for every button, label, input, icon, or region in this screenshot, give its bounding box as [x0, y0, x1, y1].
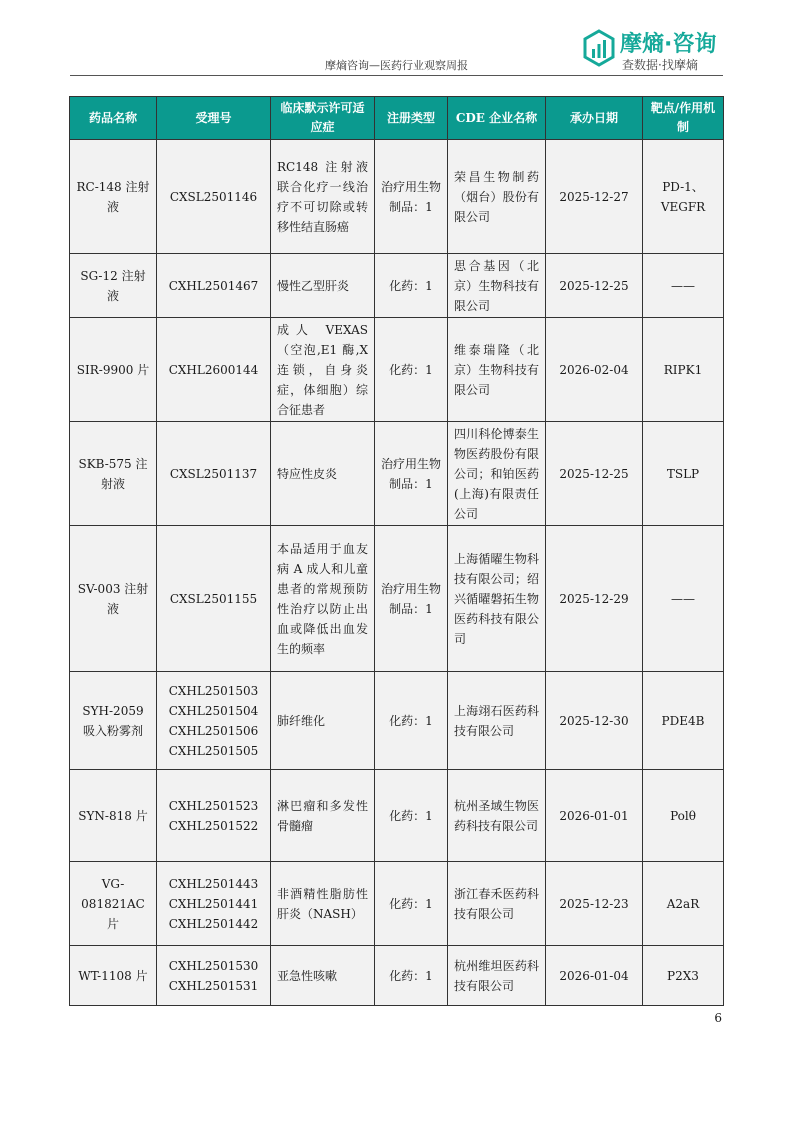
drug-name-cell: SIR-9900 片: [70, 318, 157, 422]
table-row: [70, 672, 724, 770]
target-mechanism-cell: PD-1、VEGFR: [643, 140, 724, 254]
drug-name-cell: SV-003 注射液: [70, 526, 157, 672]
registration-type-cell: 治疗用生物制品：1: [375, 526, 448, 672]
table-row: [70, 140, 724, 254]
acceptance-number-cell: CXSL2501155: [157, 526, 271, 672]
company-name-cell: 浙江春禾医药科技有限公司: [448, 862, 546, 946]
company-name-cell: 思合基因（北京）生物科技有限公司: [448, 254, 546, 318]
drug-name-cell: RC-148 注射液: [70, 140, 157, 254]
column-header: CDE 企业名称: [448, 97, 546, 140]
target-mechanism-cell: ——: [643, 254, 724, 318]
indication-cell: 本品适用于血友病 A 成人和儿童患者的常规预防性治疗以防止出血或降低出血发生的频率: [271, 526, 375, 672]
acceptance-date-cell: 2025-12-27: [546, 140, 643, 254]
drug-approval-table: [69, 96, 724, 1006]
brand-logo: [582, 27, 724, 75]
drug-name-cell: WT-1108 片: [70, 946, 157, 1006]
registration-type-cell: 化药：1: [375, 672, 448, 770]
indication-cell: 慢性乙型肝炎: [271, 254, 375, 318]
acceptance-number-cell: CXHL2501443 CXHL2501441 CXHL2501442: [157, 862, 271, 946]
acceptance-date-cell: 2025-12-25: [546, 422, 643, 526]
drug-name-cell: SYH-2059 吸入粉雾剂: [70, 672, 157, 770]
target-mechanism-cell: RIPK1: [643, 318, 724, 422]
logo-slogan: 查数据·找摩熵: [622, 58, 698, 72]
acceptance-number-cell: CXHL2501523 CXHL2501522: [157, 770, 271, 862]
acceptance-number-cell: CXHL2501530 CXHL2501531: [157, 946, 271, 1006]
acceptance-number-cell: CXHL2600144: [157, 318, 271, 422]
table-row: [70, 422, 724, 526]
table-row: [70, 318, 724, 422]
acceptance-date-cell: 2025-12-23: [546, 862, 643, 946]
indication-cell: 非酒精性脂肪性肝炎（NASH）: [271, 862, 375, 946]
acceptance-date-cell: 2025-12-25: [546, 254, 643, 318]
indication-cell: 成人 VEXAS（空泡,E1 酶,X 连锁，自身炎症，体细胞）综合征患者: [271, 318, 375, 422]
registration-type-cell: 化药：1: [375, 254, 448, 318]
table-row: [70, 254, 724, 318]
target-mechanism-cell: PDE4B: [643, 672, 724, 770]
column-header: 临床默示许可适应症: [271, 97, 375, 140]
logo-name: 摩熵·咨询: [620, 32, 717, 57]
acceptance-date-cell: 2025-12-29: [546, 526, 643, 672]
company-name-cell: 杭州圣域生物医药科技有限公司: [448, 770, 546, 862]
table-row: [70, 946, 724, 1006]
drug-name-cell: SG-12 注射液: [70, 254, 157, 318]
registration-type-cell: 化药：1: [375, 318, 448, 422]
target-mechanism-cell: Polθ: [643, 770, 724, 862]
running-header-title: 摩熵咨询—医药行业观察周报: [325, 59, 468, 72]
column-header: 注册类型: [375, 97, 448, 140]
acceptance-date-cell: 2026-01-01: [546, 770, 643, 862]
table-header-row: [70, 97, 724, 140]
company-name-cell: 杭州维坦医药科技有限公司: [448, 946, 546, 1006]
company-name-cell: 荣昌生物制药（烟台）股份有限公司: [448, 140, 546, 254]
target-mechanism-cell: TSLP: [643, 422, 724, 526]
company-name-cell: 四川科伦博泰生物医药股份有限公司；和铂医药(上海)有限责任公司: [448, 422, 546, 526]
acceptance-date-cell: 2026-02-04: [546, 318, 643, 422]
company-name-cell: 维泰瑞隆（北京）生物科技有限公司: [448, 318, 546, 422]
column-header: 靶点/作用机制: [643, 97, 724, 140]
target-mechanism-cell: A2aR: [643, 862, 724, 946]
acceptance-number-cell: CXSL2501137: [157, 422, 271, 526]
company-name-cell: 上海翊石医药科技有限公司: [448, 672, 546, 770]
header-divider: [70, 75, 723, 76]
column-header: 受理号: [157, 97, 271, 140]
table-row: [70, 770, 724, 862]
table-row: [70, 526, 724, 672]
registration-type-cell: 化药：1: [375, 770, 448, 862]
registration-type-cell: 化药：1: [375, 862, 448, 946]
acceptance-date-cell: 2026-01-04: [546, 946, 643, 1006]
page-number: 6: [714, 1011, 722, 1025]
registration-type-cell: 治疗用生物制品：1: [375, 140, 448, 254]
column-header: 承办日期: [546, 97, 643, 140]
acceptance-number-cell: CXSL2501146: [157, 140, 271, 254]
drug-name-cell: SYN-818 片: [70, 770, 157, 862]
drug-name-cell: VG-081821AC 片: [70, 862, 157, 946]
drug-name-cell: SKB-575 注射液: [70, 422, 157, 526]
target-mechanism-cell: P2X3: [643, 946, 724, 1006]
logo-hexagon-icon: [582, 29, 616, 69]
indication-cell: RC148 注射液联合化疗一线治疗不可切除或转移性结直肠癌: [271, 140, 375, 254]
indication-cell: 肺纤维化: [271, 672, 375, 770]
registration-type-cell: 化药：1: [375, 946, 448, 1006]
company-name-cell: 上海循曜生物科技有限公司；绍兴循曜磐拓生物医药科技有限公司: [448, 526, 546, 672]
acceptance-number-cell: CXHL2501503 CXHL2501504 CXHL2501506 CXHL2501505: [157, 672, 271, 770]
indication-cell: 特应性皮炎: [271, 422, 375, 526]
indication-cell: 淋巴瘤和多发性骨髓瘤: [271, 770, 375, 862]
registration-type-cell: 治疗用生物制品：1: [375, 422, 448, 526]
indication-cell: 亚急性咳嗽: [271, 946, 375, 1006]
target-mechanism-cell: ——: [643, 526, 724, 672]
table-row: [70, 862, 724, 946]
acceptance-date-cell: 2025-12-30: [546, 672, 643, 770]
acceptance-number-cell: CXHL2501467: [157, 254, 271, 318]
column-header: 药品名称: [70, 97, 157, 140]
